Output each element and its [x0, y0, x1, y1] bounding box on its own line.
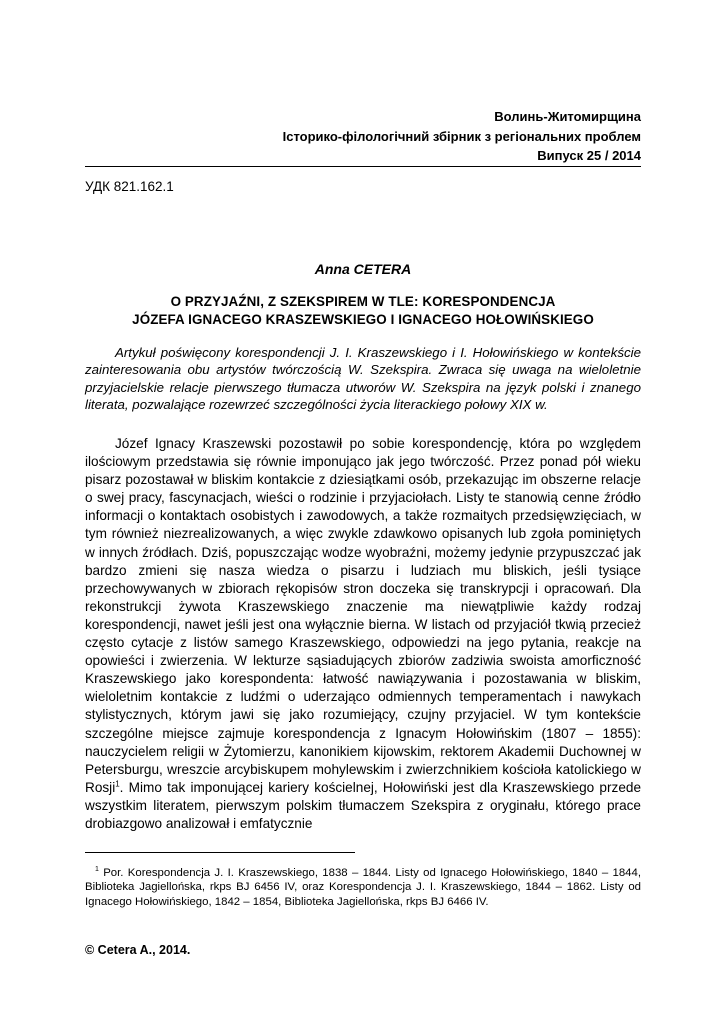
footnote-text: Por. Korespondencja J. I. Kraszewskiego, 1838 – 1844. Listy od Ignacego Hołowińskiego, 1840 – 1844, Biblioteka Jagiellońska, rkps BJ 6456 IV, oraz Korespondencja J. I. Kraszewskiego, 1844 – 1862. Listy od Ignacego Hołowińskiego, 1842 – 1854, Biblioteka Jagiellońska, rkps BJ 6466 IV. [85, 867, 641, 908]
body-paragraph [85, 435, 641, 833]
udk-code: УДК 821.162.1 [85, 179, 174, 194]
body-text-part-1: Józef Ignacy Kraszewski pozostawił po sobie korespondencję, która po względem ilościowym przedstawia się równie imponująco jak jego twórczość. Przez ponad pół wieku pisarz pozostawał w bliskim kontakcie z dziesiątkami osób, przekazując im obszerne relacje o swej pracy, fascynacjach, wieści o rodzinie i przyjaciołach. Listy te stanowią cenne źródło informacji o kontaktach osobistych i zawodowych, a także rozmaitych przedsięwzięciach, w tym również niezrealizowanych, a więc zwykle zdawkowo opisanych lub zgoła pominiętych w innych źródłach. Dziś, popuszczając wodze wyobraźni, możemy jedynie przypuszczać jak bardzo zmieni się nasza wiedza o pisarzu i ludziach mu bliskich, jeśli tysiące przechowywanych w zbiorach rękopisów stron doczeka się transkrypcji i opracowań. Dla rekonstrukcji żywota Kraszewskiego znaczenie ma niewątpliwie każdy rodzaj korespondencji, nawet jeśli jest ona wyłącznie bierna. W listach od przyjaciół tkwią przecież często cytacje z listów samego Kraszewskiego, odpowiedzi na jego pytania, reakcje na opowieści i zwierzenia. W lekturze sąsiadujących zbiorów zadziwia swoista amorficzność Kraszewskiego jako korespondenta: łatwość nawiązywania i pozostawania w bliskim, wieloletnim kontakcie z ludźmi o uderzająco odmiennych temperamentach i nawykach stylistycznych, którym jawi się jako rozumiejący, czujny przyjaciel. W tym kontekście szczególne miejsce zajmuje korespondencja z Ignacym Hołowińskim (1807 – 1855): nauczycielem religii w Żytomierzu, kanonikiem kijowskim, rektorem Akademii Duchownej w Petersburgu, wreszcie arcybiskupem mohylewskim i zwierzchnikiem kościoła katolickiego w Rosji [85, 436, 641, 795]
body-text-part-2: . Mimo tak imponującej kariery kościelnej, Hołowiński jest dla Kraszewskiego przede wszystkim literatem, pierwszym polskim tłumaczem Szekspira z oryginału, którego prace drobiazgowo analizował i emfatycznie [85, 779, 641, 831]
journal-region: Волинь-Житомирщина [494, 109, 641, 124]
footnote-reference[interactable]: 1 [115, 779, 120, 789]
footnote-divider [85, 852, 355, 853]
journal-issue: Випуск 25 / 2014 [537, 148, 641, 163]
title-line-1: O PRZYJAŹNI, Z SZEKSPIREM W TLE: KORESPONDENCJA [170, 294, 556, 309]
abstract: Artykuł poświęcony korespondencji J. I. Kraszewskiego i I. Hołowińskiego w kontekście zainteresowania obu artystów twórczością W. Szekspira. Zwraca się uwaga na wieloletnie przyjacielskie relacje pierwszego tłumacza utworów W. Szekspira na język polski i znanego literata, pozwalające rozewrzeć szczególności życia literackiego połowy XIX w. [85, 345, 641, 413]
title-line-2: JÓZEFA IGNACEGO KRASZEWSKIEGO I IGNACEGO HOŁOWIŃSKIEGO [132, 312, 594, 327]
footnote-marker: 1 [95, 866, 99, 874]
article-title [85, 293, 641, 329]
journal-title: Історико-філологічний збірник з регіональних проблем [282, 128, 641, 144]
author-name: Anna CETERA [314, 261, 412, 277]
header-divider [85, 166, 641, 167]
copyright-notice: © Cetera A., 2014. [85, 943, 191, 957]
footnote [85, 866, 641, 909]
journal-header [283, 107, 641, 166]
